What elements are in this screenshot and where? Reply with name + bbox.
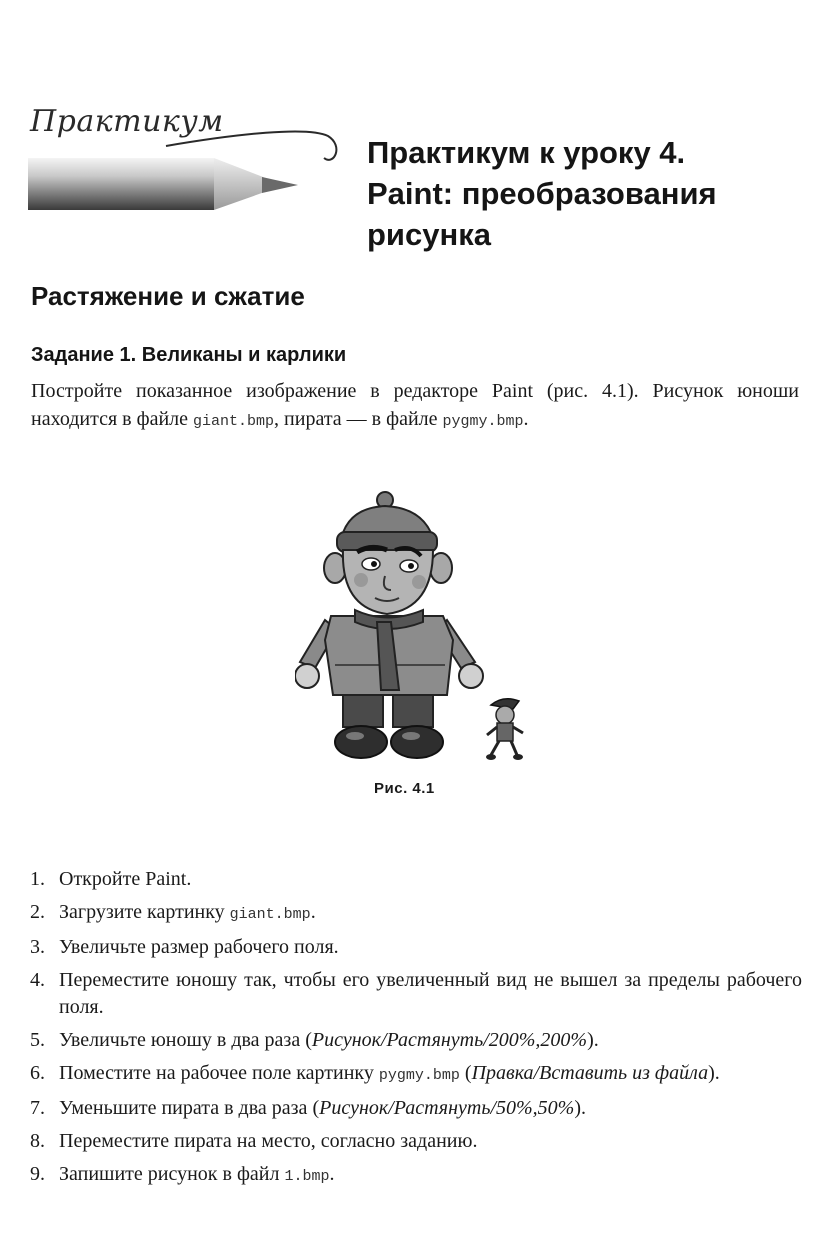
list-item <box>30 1128 802 1155</box>
step-text: Запишите рисунок в файл 1.bmp. <box>59 1163 335 1185</box>
filename-pygmy: pygmy.bmp <box>442 413 524 430</box>
filename-code: giant.bmp <box>229 906 311 923</box>
pygmy-pirate-illustration <box>486 699 523 760</box>
list-item <box>30 1027 802 1054</box>
step-text: Уменьшите пирата в два раза (Рисунок/Растянуть/50%,50%). <box>59 1097 586 1119</box>
step-text: Переместите пирата на место, согласно заданию. <box>59 1130 478 1152</box>
menu-path: Рисунок/Растянуть/50%,50% <box>319 1097 575 1119</box>
intro-text: . <box>523 408 529 430</box>
list-item <box>30 1060 802 1089</box>
list-item <box>30 1095 802 1122</box>
list-item <box>30 934 802 961</box>
filename-giant: giant.bmp <box>193 413 275 430</box>
step-number: 2. <box>30 901 45 923</box>
step-text: Поместите на рабочее поле картинку pygmy.bmp (Правка/Вставить из файла). <box>59 1062 720 1084</box>
list-item <box>30 1161 802 1190</box>
list-item <box>30 866 802 893</box>
steps-list <box>30 866 802 1196</box>
intro-text: , пирата — в файле <box>274 408 443 430</box>
menu-path: Правка/Вставить из файла <box>471 1062 709 1084</box>
task-description <box>31 377 799 436</box>
lesson-title-line: рисунка <box>367 217 491 252</box>
step-text: Переместите юношу так, чтобы его увеличенный вид не вышел за пределы рабочего поля. <box>59 969 802 1018</box>
logo-script-text: Практикум <box>30 104 224 139</box>
step-number: 7. <box>30 1097 45 1119</box>
step-number: 3. <box>30 936 45 958</box>
step-text: Увеличьте юношу в два раза (Рисунок/Растянуть/200%,200%). <box>59 1029 599 1051</box>
list-item <box>30 967 802 1021</box>
figure-giant-and-pygmy <box>295 490 535 775</box>
lesson-title-line: Paint: преобразования <box>367 176 717 211</box>
menu-path: Рисунок/Растянуть/200%,200% <box>311 1029 588 1051</box>
lesson-title-line: Практикум к уроку 4. <box>367 135 686 170</box>
filename-code: pygmy.bmp <box>378 1067 460 1084</box>
step-number: 5. <box>30 1029 45 1051</box>
step-number: 9. <box>30 1163 45 1185</box>
step-text: Загрузите картинку giant.bmp. <box>59 901 316 923</box>
figure-caption: Рис. 4.1 <box>374 780 435 797</box>
step-text: Откройте Paint. <box>59 868 192 890</box>
step-number: 8. <box>30 1130 45 1152</box>
giant-boy-illustration <box>295 492 483 758</box>
intro-text: Постройте показанное изображение в редакторе Paint (рис. 4.1). Рисунок юноши находится в файле <box>31 380 799 430</box>
step-number: 6. <box>30 1062 45 1084</box>
lesson-title <box>367 132 807 255</box>
task-title: Задание 1. Великаны и карлики <box>31 344 347 366</box>
step-number: 4. <box>30 969 45 991</box>
step-number: 1. <box>30 868 45 890</box>
step-text: Увеличьте размер рабочего поля. <box>59 936 339 958</box>
filename-code: 1.bmp <box>284 1168 330 1185</box>
list-item <box>30 899 802 928</box>
section-title: Растяжение и сжатие <box>31 281 305 311</box>
